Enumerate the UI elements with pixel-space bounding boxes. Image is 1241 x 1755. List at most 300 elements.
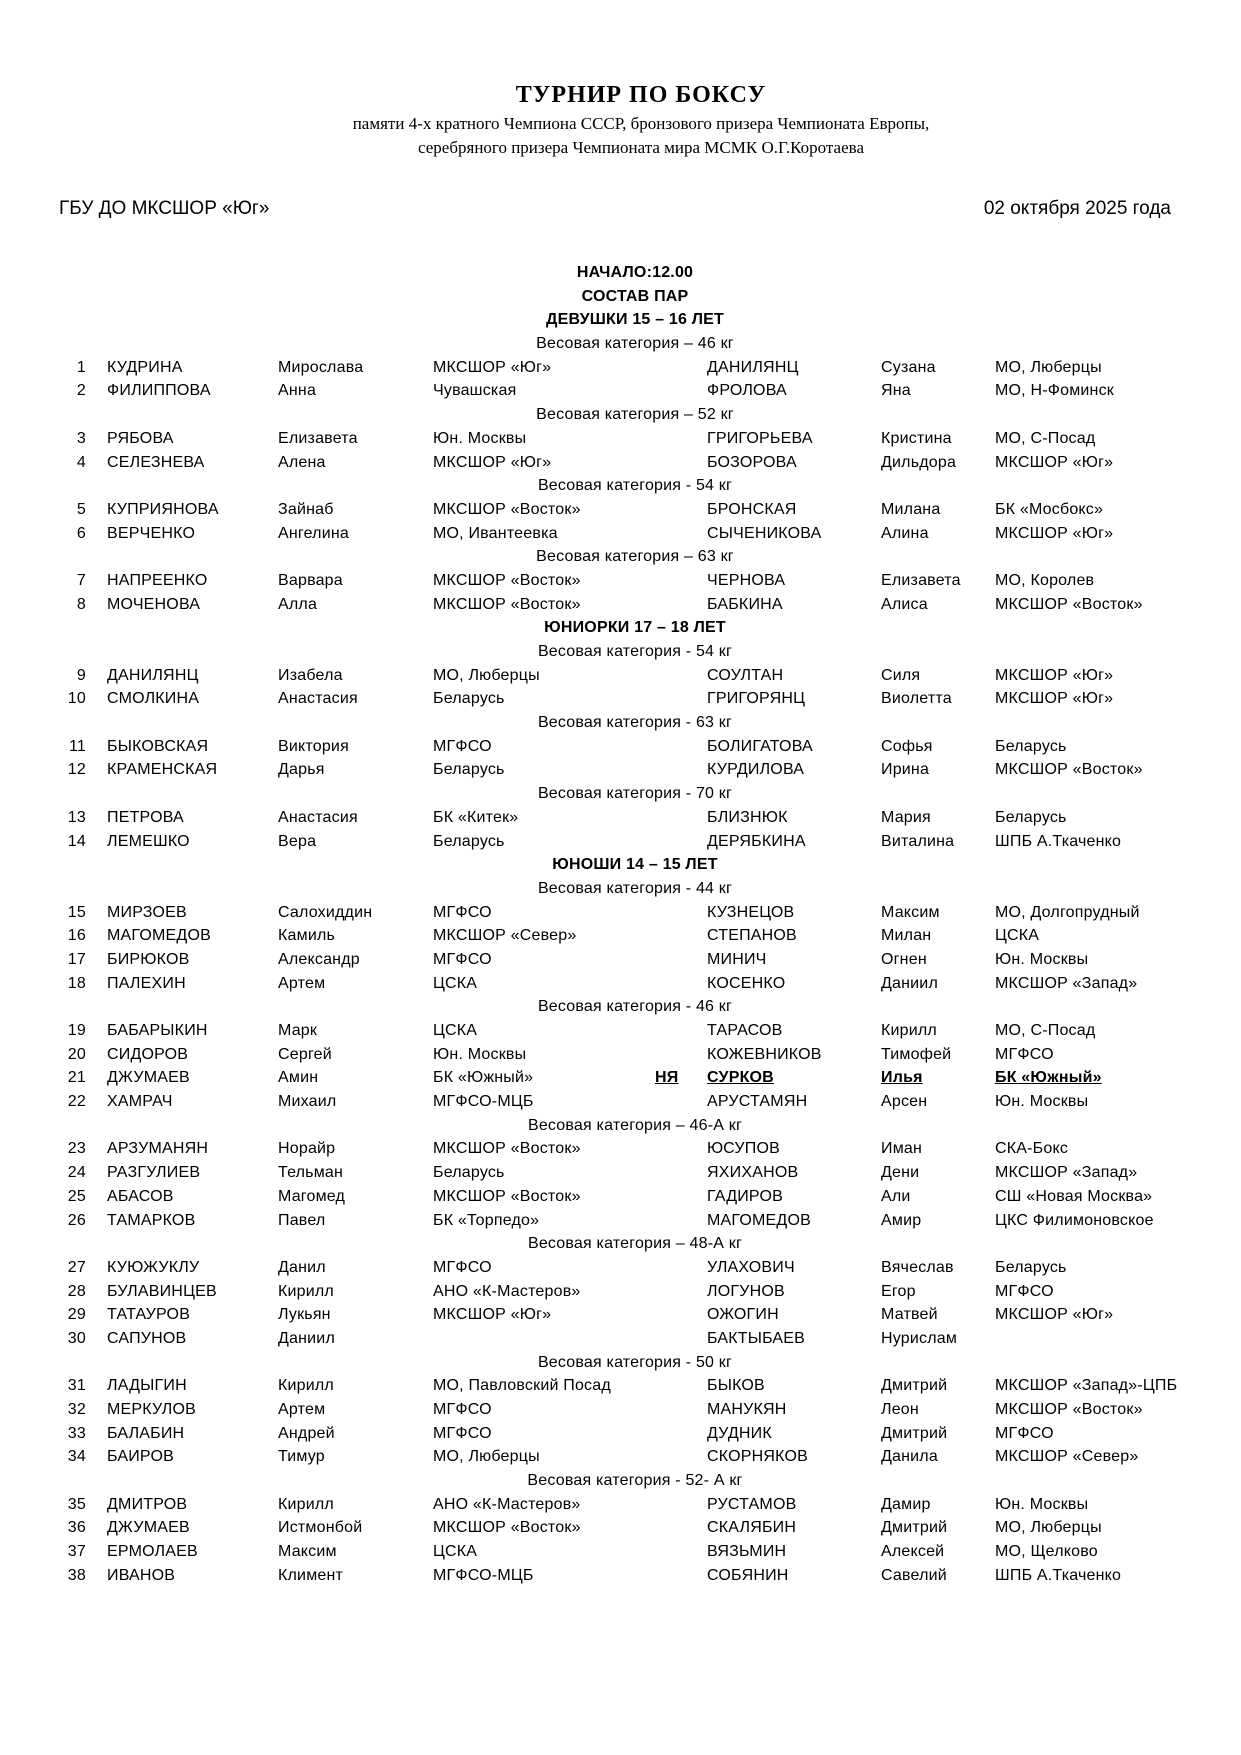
blue-club: МО, Люберцы <box>995 358 1102 376</box>
blue-firstname: Данила <box>881 1448 938 1466</box>
red-club: Беларусь <box>433 690 505 708</box>
red-firstname: Алла <box>278 595 318 613</box>
blue-firstname: Алиса <box>881 595 928 613</box>
red-firstname: Максим <box>278 1543 337 1561</box>
red-lastname: АБАСОВ <box>107 1187 174 1205</box>
red-club: МО, Люберцы <box>433 1448 540 1466</box>
blue-club: МО, С-Посад <box>995 429 1096 447</box>
red-firstname: Анастасия <box>278 690 358 708</box>
blue-firstname: Нурислам <box>881 1329 958 1347</box>
blue-lastname: МАНУКЯН <box>707 1401 787 1418</box>
section-heading: НАЧАЛО:12.00 <box>576 264 694 281</box>
red-lastname: ЛАДЫГИН <box>107 1377 187 1395</box>
bout-number: 33 <box>67 1424 86 1442</box>
blue-firstname: Максим <box>881 903 940 921</box>
red-firstname: Александр <box>278 950 360 968</box>
red-lastname: МАГОМЕДОВ <box>107 927 211 945</box>
blue-club: БК «Мосбокс» <box>995 500 1104 518</box>
red-club: МО, Павловский Посад <box>433 1377 611 1395</box>
bout-number: 13 <box>67 808 86 826</box>
bout-row <box>0 1374 1241 1398</box>
bout-row <box>0 687 1241 711</box>
red-club: МКСШОР «Юг» <box>433 1306 552 1324</box>
bout-row <box>0 806 1241 830</box>
blue-club: МКСШОР «Восток» <box>995 761 1143 779</box>
blue-club: БК «Южный» <box>995 1069 1102 1087</box>
red-club: МО, Ивантеевка <box>433 524 558 542</box>
bout-number: 36 <box>67 1519 86 1537</box>
blue-firstname: Дильдора <box>881 453 957 471</box>
bout-number: 12 <box>67 761 86 779</box>
red-lastname: КУЮЖУКЛУ <box>107 1258 200 1276</box>
red-club: БК «Китек» <box>433 808 519 826</box>
red-lastname: БУЛАВИНЦЕВ <box>107 1282 217 1300</box>
red-firstname: Салохиддин <box>278 903 373 921</box>
red-club: Чувашская <box>433 382 517 400</box>
red-lastname: ТАТАУРОВ <box>107 1306 191 1324</box>
blue-club: МО, С-Посад <box>995 1022 1096 1039</box>
red-firstname: Артем <box>278 1401 326 1418</box>
red-club: БК «Южный» <box>433 1069 534 1087</box>
red-lastname: БАЛАБИН <box>107 1424 185 1442</box>
subtitle-line-1: памяти 4-х кратного Чемпиона СССР, бронзового призера Чемпионата Европы, <box>352 114 930 133</box>
red-firstname: Кирилл <box>278 1377 334 1395</box>
red-club: Юн. Москвы <box>433 1045 527 1063</box>
blue-firstname: Милана <box>881 500 941 518</box>
bout-number: 26 <box>67 1211 86 1229</box>
bout-number: 15 <box>67 903 86 921</box>
red-club: МКСШОР «Восток» <box>433 1140 581 1158</box>
bout-number: 9 <box>76 666 86 684</box>
section-heading: ДЕВУШКИ 15 – 16 ЛЕТ <box>545 311 725 329</box>
red-lastname: БЫКОВСКАЯ <box>107 737 209 755</box>
red-firstname: Алена <box>278 453 326 471</box>
bout-row <box>0 356 1241 380</box>
bout-number: 29 <box>67 1306 86 1324</box>
bout-row <box>0 1564 1241 1588</box>
blue-firstname: Дмитрий <box>881 1424 948 1442</box>
bout-number: 14 <box>67 832 86 850</box>
red-firstname: Тельман <box>278 1164 344 1182</box>
weight-category-heading: Весовая категория - 50 кг <box>537 1353 733 1371</box>
red-firstname: Варвара <box>278 571 343 589</box>
bout-row <box>0 569 1241 593</box>
red-club: Беларусь <box>433 1164 505 1182</box>
blue-lastname: КОСЕНКО <box>707 974 786 992</box>
red-club: МГФСО <box>433 903 492 921</box>
blue-lastname: СЫЧЕНИКОВА <box>707 524 822 542</box>
red-club: МКСШОР «Север» <box>433 927 577 945</box>
blue-club: Беларусь <box>995 1258 1067 1276</box>
document-date: 02 октября 2025 года <box>983 198 1171 219</box>
blue-club: МГФСО <box>995 1045 1054 1063</box>
bout-number: 31 <box>67 1377 86 1395</box>
red-club: МГФСО-МЦБ <box>433 1566 534 1584</box>
bout-number: 6 <box>76 524 86 542</box>
blue-lastname: СКОРНЯКОВ <box>707 1448 808 1466</box>
red-lastname: КУДРИНА <box>107 358 183 376</box>
red-firstname: Виктория <box>278 737 349 755</box>
blue-firstname: Огнен <box>881 950 927 968</box>
blue-firstname: Али <box>881 1187 911 1205</box>
bout-row <box>0 1445 1241 1469</box>
red-firstname: Норайр <box>278 1140 336 1158</box>
blue-lastname: МАГОМЕДОВ <box>707 1211 811 1229</box>
weight-category-heading: Весовая категория - 70 кг <box>537 785 733 803</box>
bout-row <box>0 1516 1241 1540</box>
blue-club: Беларусь <box>995 737 1067 755</box>
red-firstname: Кирилл <box>278 1495 334 1513</box>
red-club: МКСШОР «Восток» <box>433 1187 581 1205</box>
blue-lastname: ТАРАСОВ <box>707 1022 783 1039</box>
section-heading: ЮНИОРКИ 17 – 18 ЛЕТ <box>544 619 726 637</box>
red-firstname: Зайнаб <box>278 500 334 518</box>
document-title: ТУРНИР ПО БОКСУ <box>515 82 767 108</box>
blue-lastname: ВЯЗЬМИН <box>707 1543 787 1561</box>
red-lastname: ПЕТРОВА <box>107 808 184 826</box>
blue-firstname: Иман <box>881 1140 923 1158</box>
blue-club: Юн. Москвы <box>995 1093 1089 1111</box>
bout-number: 22 <box>67 1093 86 1111</box>
blue-lastname: ГАДИРОВ <box>707 1187 783 1205</box>
bout-number: 21 <box>67 1069 86 1087</box>
bout-number: 18 <box>67 974 86 992</box>
red-lastname: СЕЛЕЗНЕВА <box>107 453 205 471</box>
blue-firstname: Дени <box>881 1164 920 1182</box>
bout-row <box>0 901 1241 925</box>
bout-row <box>0 1185 1241 1209</box>
bout-row <box>0 1043 1241 1067</box>
blue-lastname: КУЗНЕЦОВ <box>707 903 795 921</box>
blue-club: Беларусь <box>995 808 1067 826</box>
blue-lastname: ОЖОГИН <box>707 1306 779 1324</box>
blue-firstname: Тимофей <box>881 1045 952 1063</box>
blue-lastname: ЯХИХАНОВ <box>707 1164 799 1182</box>
blue-firstname: Савелий <box>881 1566 947 1584</box>
subtitle-line-2: серебряного призера Чемпионата мира МСМК О.Г.Коротаева <box>418 138 864 157</box>
blue-club: МО, Щелково <box>995 1543 1098 1561</box>
red-firstname: Павел <box>278 1211 326 1229</box>
red-lastname: ДЖУМАЕВ <box>107 1519 190 1537</box>
red-firstname: Анастасия <box>278 808 358 826</box>
bout-row <box>0 664 1241 688</box>
red-lastname: АРЗУМАНЯН <box>107 1140 209 1158</box>
bout-number: 17 <box>67 950 86 968</box>
blue-lastname: КОЖЕВНИКОВ <box>707 1045 822 1063</box>
bout-number: 38 <box>67 1566 86 1584</box>
bout-row <box>0 948 1241 972</box>
weight-category-heading: Весовая категория - 54 кг <box>537 643 733 660</box>
bout-row <box>0 1303 1241 1327</box>
red-lastname: ТАМАРКОВ <box>107 1211 196 1229</box>
red-firstname: Вера <box>278 832 317 850</box>
bout-number: 24 <box>67 1164 86 1182</box>
red-lastname: СМОЛКИНА <box>107 690 200 708</box>
bout-row <box>0 972 1241 996</box>
weight-category-heading: Весовая категория - 52- А кг <box>527 1472 743 1490</box>
blue-club: ШПБ А.Ткаченко <box>995 832 1122 850</box>
red-club: БК «Торпедо» <box>433 1211 540 1229</box>
blue-lastname: УЛАХОВИЧ <box>707 1258 795 1276</box>
blue-firstname: Алексей <box>881 1543 945 1561</box>
red-firstname: Марк <box>278 1022 318 1039</box>
red-firstname: Кирилл <box>278 1282 334 1300</box>
blue-club: МКСШОР «Юг» <box>995 453 1114 471</box>
red-club: ЦСКА <box>433 1022 478 1039</box>
blue-firstname: Матвей <box>881 1306 938 1324</box>
bout-row <box>0 451 1241 475</box>
red-firstname: Истмонбой <box>278 1519 363 1537</box>
bout-number: 1 <box>76 358 86 376</box>
weight-category-heading: Весовая категория - 46 кг <box>537 998 733 1016</box>
bout-number: 4 <box>76 453 86 471</box>
bout-row <box>0 1066 1241 1090</box>
red-firstname: Андрей <box>278 1424 335 1442</box>
red-lastname: БИРЮКОВ <box>107 950 190 968</box>
red-lastname: ЛЕМЕШКО <box>107 832 190 850</box>
blue-club: МКСШОР «Запад»-ЦПБ <box>995 1377 1178 1395</box>
red-club: МГФСО <box>433 1258 492 1276</box>
red-lastname: БАИРОВ <box>107 1448 174 1466</box>
blue-club: МКСШОР «Запад» <box>995 1164 1138 1182</box>
blue-firstname: Силя <box>881 666 921 684</box>
red-lastname: ВЕРЧЕНКО <box>107 524 196 542</box>
bout-number: 11 <box>68 737 86 755</box>
section-heading: СОСТАВ ПАР <box>581 287 689 305</box>
organization-name: ГБУ ДО МКСШОР «Юг» <box>59 198 270 219</box>
blue-firstname: Вячеслав <box>881 1258 954 1276</box>
red-firstname: Михаил <box>278 1093 337 1111</box>
blue-lastname: ЧЕРНОВА <box>707 571 786 589</box>
blue-club: СШ «Новая Москва» <box>995 1187 1153 1205</box>
bout-row <box>0 1422 1241 1446</box>
red-club: МГФСО-МЦБ <box>433 1093 534 1111</box>
blue-club: МКСШОР «Запад» <box>995 974 1138 992</box>
red-club: АНО «К-Мастеров» <box>433 1282 581 1300</box>
blue-firstname: Виталина <box>881 832 955 850</box>
red-lastname: ДАНИЛЯНЦ <box>107 666 199 684</box>
red-lastname: РАЗГУЛИЕВ <box>107 1164 201 1182</box>
blue-lastname: ДАНИЛЯНЦ <box>707 358 799 376</box>
red-lastname: ХАМРАЧ <box>107 1093 173 1111</box>
bout-number: 5 <box>76 500 86 518</box>
red-club: МКСШОР «Восток» <box>433 500 581 518</box>
bout-number: 28 <box>67 1282 86 1300</box>
bout-number: 2 <box>76 382 86 400</box>
red-club: Юн. Москвы <box>433 429 527 447</box>
weight-category-heading: Весовая категория – 63 кг <box>536 548 734 566</box>
blue-club: Юн. Москвы <box>995 1495 1089 1513</box>
blue-club: Юн. Москвы <box>995 950 1089 968</box>
blue-club: ЦСКА <box>995 927 1040 945</box>
red-club: МКСШОР «Юг» <box>433 453 552 471</box>
red-firstname: Лукьян <box>278 1306 331 1324</box>
blue-firstname: Даниил <box>881 974 938 992</box>
blue-club: МКСШОР «Восток» <box>995 1401 1143 1418</box>
red-club: АНО «К-Мастеров» <box>433 1495 581 1513</box>
bout-row <box>0 522 1241 546</box>
blue-lastname: БАБКИНА <box>707 595 783 613</box>
bout-row <box>0 1161 1241 1185</box>
red-lastname: БАБАРЫКИН <box>107 1022 208 1039</box>
red-club: МКСШОР «Восток» <box>433 1519 581 1537</box>
red-firstname: Магомед <box>278 1187 346 1205</box>
bout-number: 7 <box>76 571 86 589</box>
blue-firstname: Милан <box>881 927 932 945</box>
blue-firstname: Софья <box>881 737 933 755</box>
blue-lastname: АРУСТАМЯН <box>707 1093 808 1111</box>
blue-firstname: Сузана <box>881 358 936 376</box>
red-firstname: Тимур <box>278 1448 325 1466</box>
blue-lastname: СОБЯНИН <box>707 1566 789 1584</box>
weight-category-heading: Весовая категория – 52 кг <box>536 406 734 424</box>
blue-lastname: МИНИЧ <box>707 950 767 968</box>
blue-firstname: Егор <box>881 1282 916 1300</box>
blue-club: ЦКС Филимоновское <box>995 1211 1154 1229</box>
blue-club: МО, Н-Фоминск <box>995 382 1114 400</box>
weight-category-heading: Весовая категория – 48-А кг <box>527 1235 743 1253</box>
bout-number: 20 <box>67 1045 86 1063</box>
bout-number: 10 <box>67 690 86 708</box>
blue-firstname: Виолетта <box>881 690 952 708</box>
red-lastname: ДМИТРОВ <box>107 1495 188 1513</box>
blue-lastname: БОЗОРОВА <box>707 453 797 471</box>
red-club: МГФСО <box>433 737 492 755</box>
weight-category-heading: Весовая категория - 63 кг <box>537 714 733 732</box>
blue-lastname: ФРОЛОВА <box>707 382 787 400</box>
red-firstname: Анна <box>278 382 317 400</box>
blue-club: МО, Люберцы <box>995 1519 1102 1537</box>
bout-row <box>0 830 1241 854</box>
blue-firstname: Дмитрий <box>881 1519 948 1537</box>
red-lastname: КУПРИЯНОВА <box>107 500 219 518</box>
bout-number: 27 <box>67 1258 86 1276</box>
bout-row <box>0 593 1241 617</box>
bout-row <box>0 1327 1241 1351</box>
blue-firstname: Яна <box>881 382 911 400</box>
bout-number: 19 <box>67 1022 86 1039</box>
red-lastname: ФИЛИППОВА <box>107 382 211 400</box>
red-lastname: СИДОРОВ <box>107 1045 189 1063</box>
red-lastname: НАПРЕЕНКО <box>107 571 208 589</box>
blue-firstname: Ирина <box>881 761 930 779</box>
bout-number: 35 <box>67 1495 86 1513</box>
blue-lastname: ДУДНИК <box>707 1424 772 1442</box>
blue-club: МКСШОР «Юг» <box>995 1306 1114 1324</box>
red-lastname: ИВАНОВ <box>107 1566 176 1584</box>
bout-row <box>0 1090 1241 1114</box>
blue-club: МКСШОР «Восток» <box>995 595 1143 613</box>
blue-club: МГФСО <box>995 1282 1054 1300</box>
blue-club: МКСШОР «Юг» <box>995 524 1114 542</box>
blue-firstname: Арсен <box>881 1093 928 1111</box>
weight-category-heading: Весовая категория - 54 кг <box>537 477 733 495</box>
blue-club: МКСШОР «Юг» <box>995 666 1114 684</box>
bout-number: 8 <box>76 595 86 613</box>
bout-row <box>0 924 1241 948</box>
bout-number: 16 <box>67 927 86 945</box>
red-firstname: Дарья <box>278 761 325 779</box>
blue-club: МГФСО <box>995 1424 1054 1442</box>
red-club: МГФСО <box>433 950 492 968</box>
red-firstname: Даниил <box>278 1329 335 1347</box>
blue-lastname: СКАЛЯБИН <box>707 1519 797 1537</box>
weight-category-heading: Весовая категория – 46-А кг <box>527 1116 743 1134</box>
red-club: МО, Люберцы <box>433 666 540 684</box>
blue-lastname: БЛИЗНЮК <box>707 808 788 826</box>
blue-lastname: ГРИГОРЯНЦ <box>707 690 806 708</box>
red-lastname: ДЖУМАЕВ <box>107 1069 190 1087</box>
red-firstname: Камиль <box>278 927 336 945</box>
bout-number: 25 <box>67 1187 86 1205</box>
red-club: Беларусь <box>433 761 505 779</box>
bout-number: 23 <box>67 1140 86 1158</box>
section-heading: ЮНОШИ 14 – 15 ЛЕТ <box>552 856 718 874</box>
bout-row <box>0 1280 1241 1304</box>
red-firstname: Амин <box>278 1069 319 1087</box>
blue-lastname: СОУЛТАН <box>707 666 784 684</box>
red-lastname: ЕРМОЛАЕВ <box>107 1543 198 1561</box>
blue-lastname: РУСТАМОВ <box>707 1495 797 1513</box>
red-lastname: МЕРКУЛОВ <box>107 1401 197 1418</box>
red-lastname: КРАМЕНСКАЯ <box>107 761 218 779</box>
blue-lastname: СУРКОВ <box>707 1069 774 1087</box>
blue-club: СКА-Бокс <box>995 1140 1069 1158</box>
red-club: МКСШОР «Восток» <box>433 595 581 613</box>
blue-firstname: Елизавета <box>881 571 961 589</box>
red-lastname: РЯБОВА <box>107 429 174 447</box>
blue-lastname: БРОНСКАЯ <box>707 500 797 518</box>
blue-firstname: Амир <box>881 1211 922 1229</box>
note-marker: НЯ <box>655 1069 679 1087</box>
weight-category-heading: Весовая категория - 44 кг <box>537 879 733 897</box>
red-lastname: ПАЛЕХИН <box>107 974 186 992</box>
blue-firstname: Алина <box>881 524 929 542</box>
bout-number: 34 <box>67 1448 86 1466</box>
blue-firstname: Леон <box>881 1401 919 1418</box>
red-club: ЦСКА <box>433 974 478 992</box>
blue-firstname: Дмитрий <box>881 1377 948 1395</box>
red-club: МГФСО <box>433 1424 492 1442</box>
bout-row <box>0 427 1241 451</box>
document-subtitle <box>60 112 1222 160</box>
bout-row <box>0 498 1241 522</box>
pairs-list <box>0 261 1241 1588</box>
bout-row <box>0 735 1241 759</box>
blue-firstname: Кирилл <box>881 1022 937 1039</box>
blue-club: ШПБ А.Ткаченко <box>995 1566 1122 1584</box>
blue-club: МКСШОР «Север» <box>995 1448 1139 1466</box>
blue-club: МО, Долгопрудный <box>995 903 1140 921</box>
bout-row <box>0 379 1241 403</box>
red-club: Беларусь <box>433 832 505 850</box>
red-club: ЦСКА <box>433 1543 478 1561</box>
blue-lastname: СТЕПАНОВ <box>707 927 797 945</box>
blue-lastname: БОЛИГАТОВА <box>707 737 813 755</box>
red-club: МКСШОР «Юг» <box>433 358 552 376</box>
bout-row <box>0 1493 1241 1517</box>
bout-number: 37 <box>67 1543 86 1561</box>
red-firstname: Мирослава <box>278 358 364 376</box>
blue-lastname: КУРДИЛОВА <box>707 761 805 779</box>
blue-lastname: ГРИГОРЬЕВА <box>707 429 813 447</box>
blue-lastname: ЮСУПОВ <box>707 1140 780 1158</box>
red-firstname: Елизавета <box>278 429 358 447</box>
bout-row <box>0 1209 1241 1233</box>
weight-category-heading: Весовая категория – 46 кг <box>536 335 734 353</box>
blue-firstname: Дамир <box>881 1495 931 1513</box>
red-lastname: САПУНОВ <box>107 1329 187 1347</box>
